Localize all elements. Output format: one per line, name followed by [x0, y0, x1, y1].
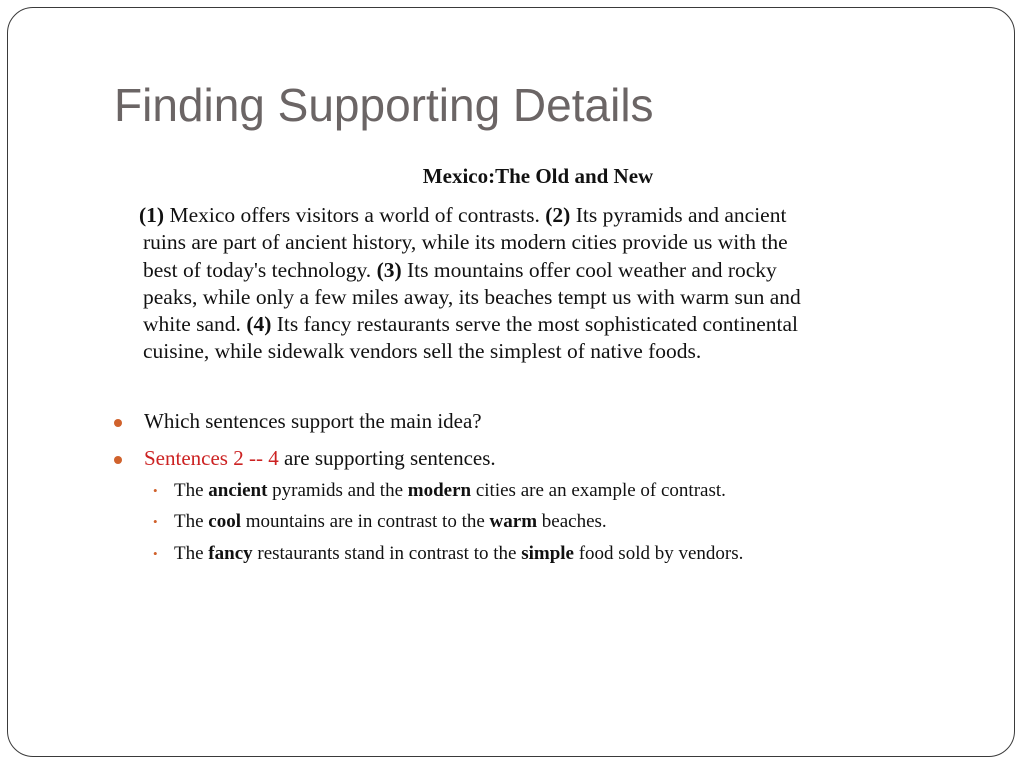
- text-run: Its fancy restaurants serve the most sophisticated continental: [271, 312, 798, 337]
- bullet-marker-icon: [114, 456, 122, 464]
- text-run: Its mountains offer cool weather and rocky: [401, 257, 777, 282]
- passage-title: Mexico:The Old and New: [422, 164, 654, 188]
- bold-text: cool: [208, 511, 242, 532]
- sub-bullet-marker-icon: •: [153, 483, 158, 498]
- text-run: The: [174, 543, 209, 564]
- text-run: food sold by vendors.: [573, 543, 744, 564]
- text-run: cuisine, while sidewalk vendors sell the simplest of native foods.: [143, 339, 702, 364]
- text-run: peaks, while only a few miles away, its beaches tempt us with warm sun and: [143, 284, 801, 309]
- bold-text: simple: [521, 543, 574, 564]
- bold-text: ancient: [208, 480, 268, 501]
- text-run: Its pyramids and ancient: [570, 203, 787, 227]
- sub-bullet-marker-icon: •: [153, 514, 158, 529]
- text-run: white sand.: [143, 312, 247, 337]
- bullet-marker-icon: [114, 419, 122, 427]
- slide-title: Finding Supporting Details: [114, 79, 654, 131]
- text-run: ruins are part of ancient history, while its modern cities provide us with the: [143, 230, 788, 255]
- sub-bullet-item: [174, 543, 743, 565]
- text-run: pyramids and the: [267, 480, 408, 501]
- text-run: cities are an example of contrast.: [471, 480, 726, 501]
- text-run: The: [174, 511, 209, 532]
- text-run: are supporting sentences.: [278, 446, 496, 470]
- bold-text: (4): [246, 312, 272, 337]
- bold-text: (1): [139, 203, 165, 227]
- sub-bullet-marker-icon: •: [153, 546, 158, 561]
- sub-bullet-item: [174, 511, 607, 533]
- text-run: restaurants stand in contrast to the: [252, 543, 522, 564]
- bullet-item: [144, 409, 482, 434]
- bold-text: modern: [407, 480, 472, 501]
- text-run: Mexico offers visitors a world of contrasts.: [164, 203, 546, 227]
- text-run: beaches.: [537, 511, 607, 532]
- text-run: Sentences 2 -- 4: [144, 446, 279, 470]
- bold-text: fancy: [208, 543, 253, 564]
- bullet-item: [144, 446, 496, 471]
- text-run: Which sentences support the main idea?: [144, 409, 482, 433]
- text-run: mountains are in contrast to the: [241, 511, 490, 532]
- text-run: best of today's technology.: [143, 257, 377, 282]
- text-run: The: [174, 480, 209, 501]
- bold-text: (3): [376, 257, 402, 282]
- bold-text: warm: [489, 511, 538, 532]
- sub-bullet-item: [174, 480, 726, 502]
- bold-text: (2): [545, 203, 571, 227]
